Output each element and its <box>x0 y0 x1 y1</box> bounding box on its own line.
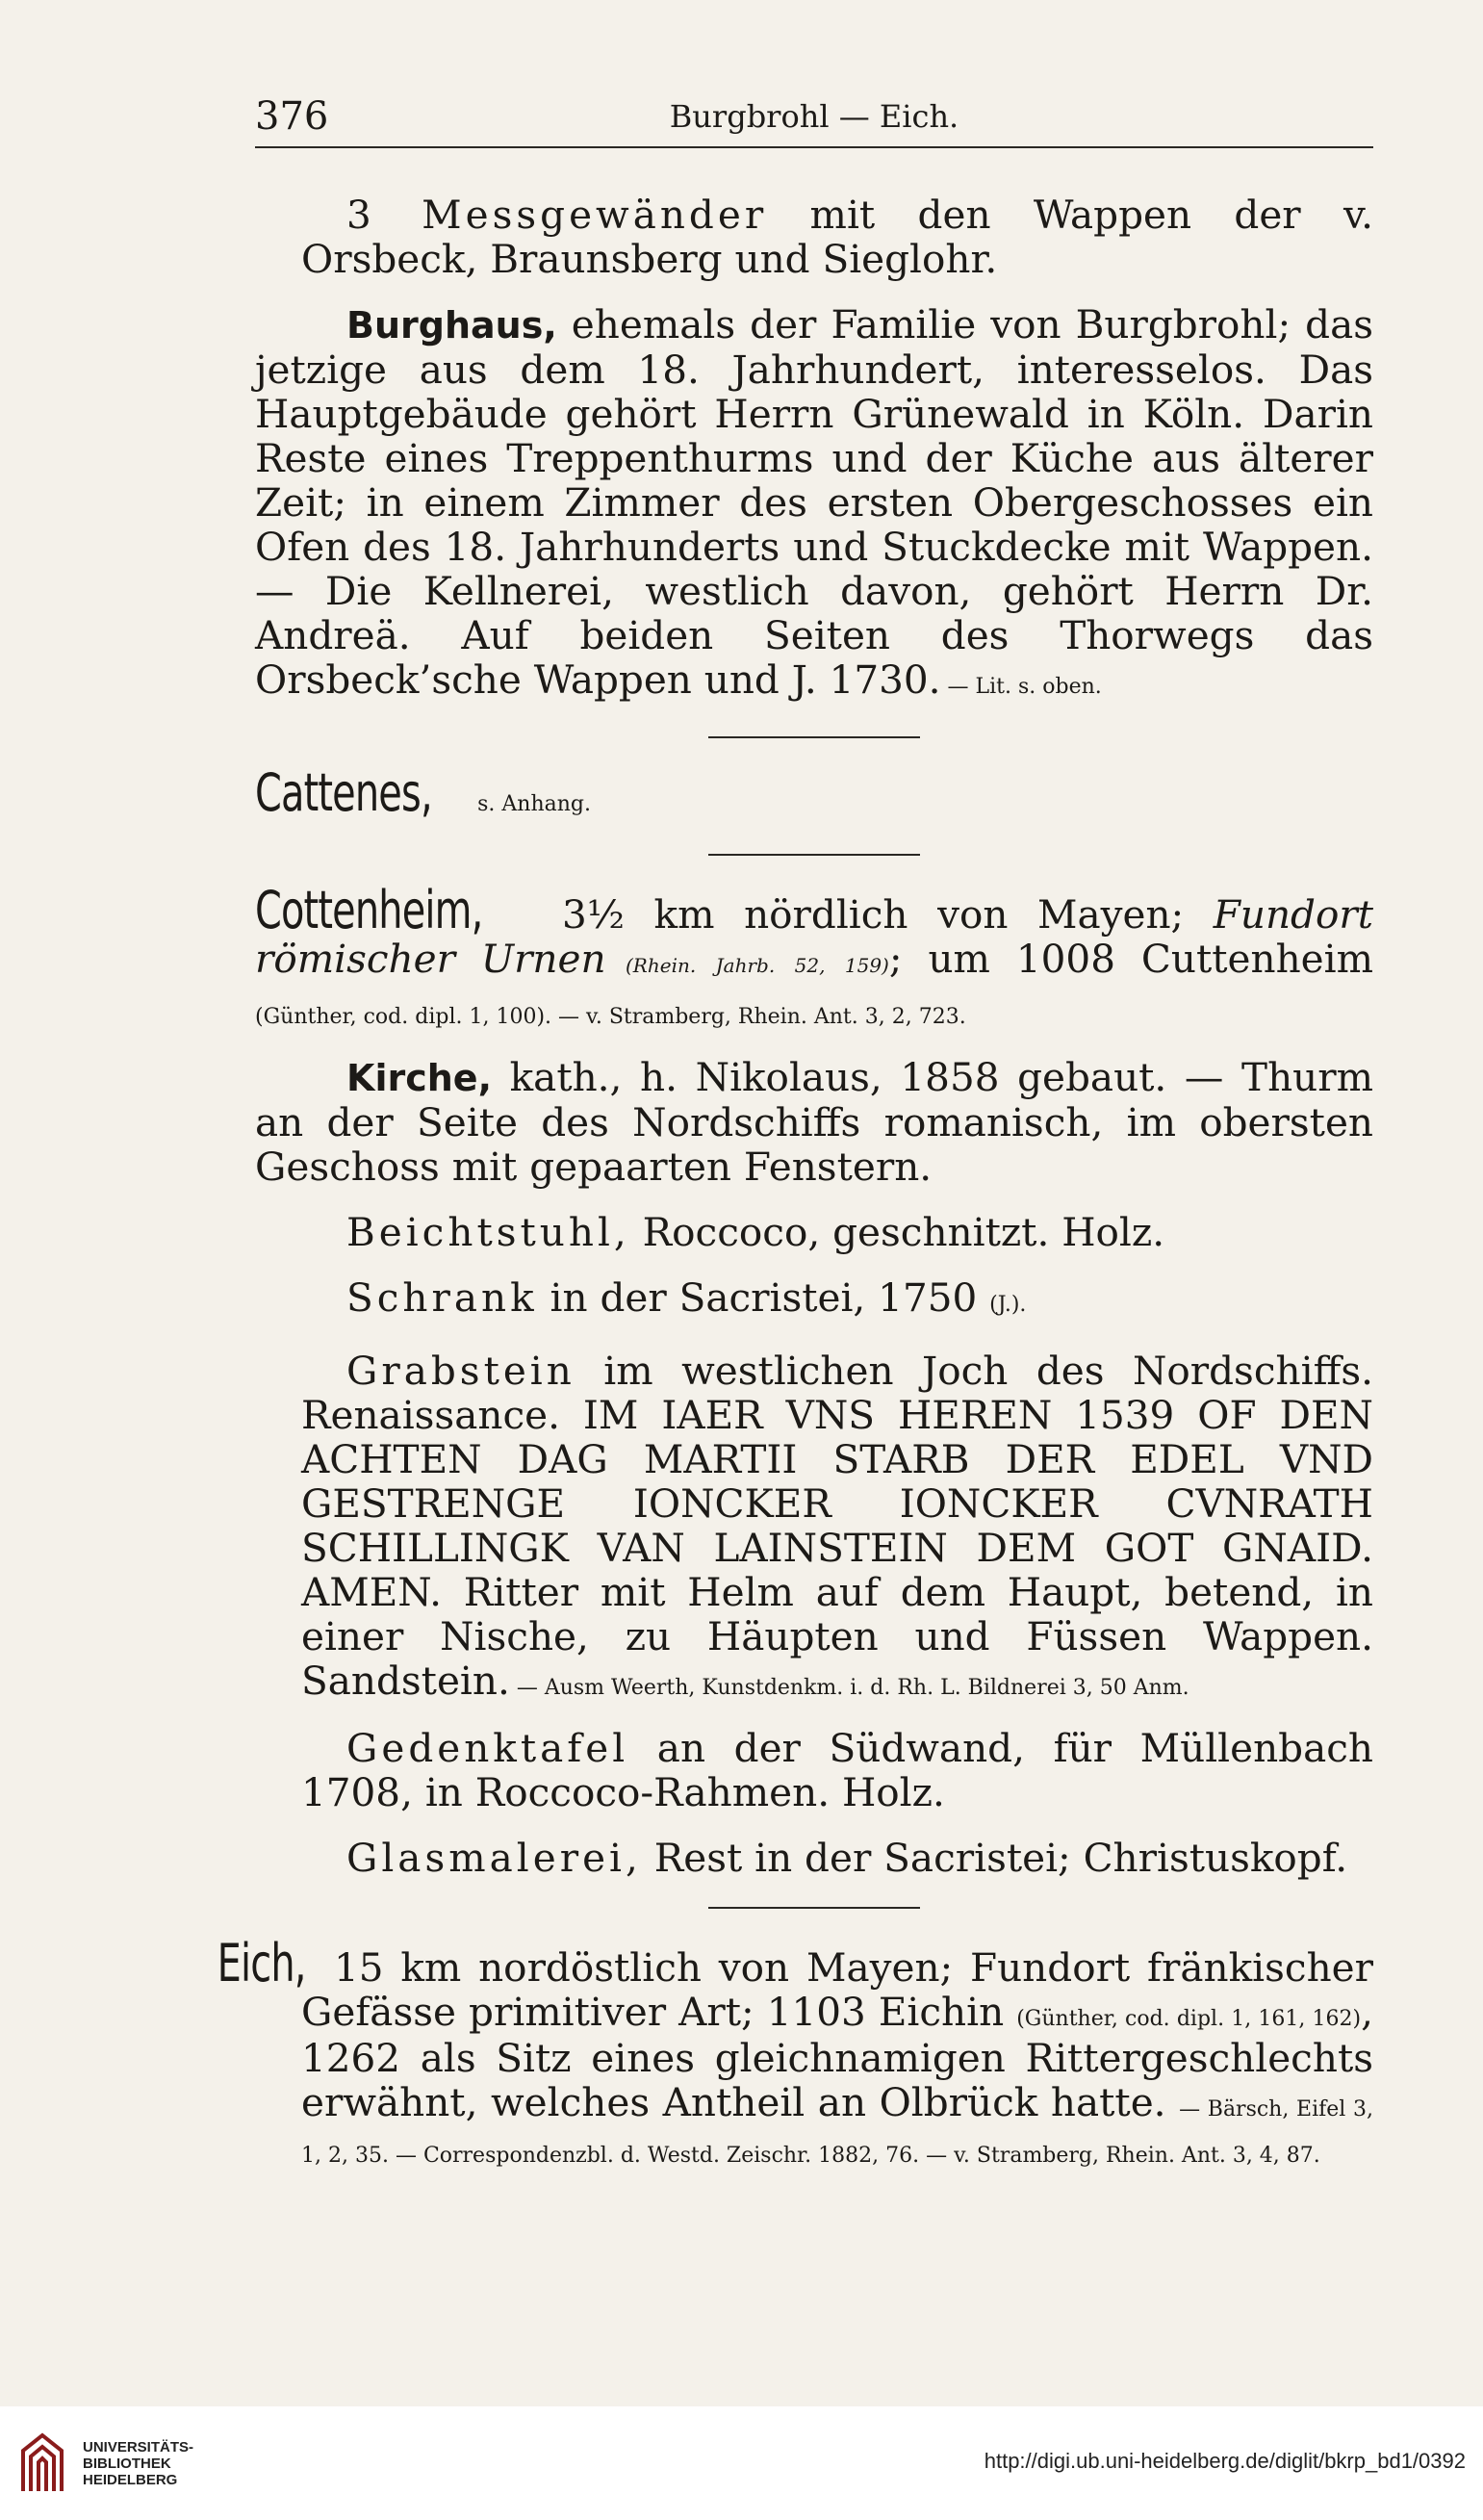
library-name <box>83 2439 193 2488</box>
paragraph-messgewaender <box>255 193 1373 281</box>
paragraph-burghaus <box>255 302 1373 709</box>
place-heading: Eich, <box>217 1933 306 1993</box>
place-heading: Cattenes, <box>255 762 432 823</box>
place-text: 15 km nordöstlich von Mayen; Fundort fränkischer Gefässe primitiver Art; 1103 Eichin <box>301 1944 1373 2035</box>
paragraph-glasmalerei <box>255 1836 1373 1880</box>
item-reference: (J.). <box>989 1293 1027 1317</box>
place-reference: (Günther, cod. dipl. 1, 161, 162) <box>1016 2007 1362 2031</box>
item-term: Gedenktafel <box>346 1725 629 1771</box>
page-header <box>255 89 1373 148</box>
place-reference: s. Anhang. <box>471 792 591 816</box>
page-number: 376 <box>255 94 329 139</box>
paragraph-grabstein <box>255 1349 1373 1705</box>
entry-text: kath., h. Nikolaus, 1858 gebaut. — Thurm an der Seite des Nordschiffs romanisch, im obersten Geschoss mit gepaarten Fenstern. <box>255 1054 1373 1190</box>
place-text: 3½ km nördlich von Mayen; <box>532 891 1214 938</box>
place-finding: Fundort römischer Urnen <box>255 891 1373 982</box>
library-name-line: HEIDELBERG <box>83 2472 178 2488</box>
item-text: an der Südwand, für Müllenbach 1708, in Roccoco-Rahmen. Holz. <box>301 1725 1373 1815</box>
item-term: Beichtstuhl, <box>346 1209 630 1255</box>
library-name-line: UNIVERSITÄTS- <box>83 2439 194 2456</box>
library-name-line: BIBLIOTHEK <box>83 2456 171 2472</box>
place-finding-reference: (Rhein. Jahrb. 52, 159) <box>605 954 889 977</box>
item-term: Grabstein <box>346 1348 575 1394</box>
item-term: 3 Messgewänder <box>346 192 768 238</box>
item-term: Schrank <box>346 1274 538 1321</box>
item-text: Roccoco, geschnitzt. Holz. <box>629 1209 1165 1255</box>
source-url[interactable]: http://digi.ub.uni-heidelberg.de/diglit/bkrp_bd1/0392 <box>984 2449 1466 2473</box>
place-reference: (Günther, cod. dipl. 1, 100). — v. Stramberg, Rhein. Ant. 3, 2, 723. <box>255 1005 966 1029</box>
item-text: Rest in der Sacristei; Christuskopf. <box>641 1835 1348 1881</box>
entry-reference: — Lit. s. oben. <box>940 675 1102 699</box>
paragraph-beichtstuhl <box>255 1210 1373 1254</box>
page-body <box>217 192 1374 2194</box>
item-reference: — Ausm Weerth, Kunstdenkm. i. d. Rh. L. Bildnerei 3, 50 Anm. <box>509 1676 1189 1700</box>
footer-bar <box>0 2406 1483 2520</box>
item-term: Glasmalerei, <box>346 1835 642 1881</box>
item-text: mit den Wappen der v. Orsbeck, Braunsberg und Sieglohr. <box>301 192 1373 282</box>
section-divider <box>708 736 920 738</box>
place-text: ; um 1008 Cuttenheim <box>888 936 1374 982</box>
item-text: im westlichen Joch des Nordschiffs. Renaissance. IM IAER VNS HEREN 1539 OF DEN ACHTEN DAG MARTII STARB DER EDEL VND GESTRENGE IONCKER IONCKER CVNRATH SCHILLINGK VAN LAINSTEIN DEM GOT GNAID. AMEN. Ritter mit Helm auf dem Haupt, betend, in einer Nische, zu Häupten und Füssen Wappen. Sandstein. <box>301 1348 1373 1704</box>
place-heading: Cottenheim, <box>255 880 483 940</box>
item-text: in der Sacristei, 1750 <box>537 1274 990 1321</box>
paragraph-cottenheim <box>255 880 1374 1034</box>
paragraph-eich <box>217 1933 1373 2173</box>
section-divider <box>708 1907 920 1909</box>
entry-text: ehemals der Familie von Burgbrohl; das jetzige aus dem 18. Jahrhundert, interesselos. Das Hauptgebäude gehört Herrn Grünewald in Köln. Darin Reste eines Treppenthurms und der Küche aus älterer Zeit; in einem Zimmer des ersten Obergeschosses ein Ofen des 18. Jahrhunderts und Stuckdecke mit Wappen. — Die Kellnerei, westlich davon, gehört Herrn Dr. Andreä. Auf beiden Seiten des Thorwegs das Orsbeck’sche Wappen und J. 1730. <box>255 301 1373 703</box>
entry-heading: Kirche, <box>346 1057 492 1099</box>
place-text: , 1262 als Sitz eines gleichnamigen Rittergeschlechts erwähnt, welches Antheil an Olbrück hatte. <box>301 1989 1373 2125</box>
paragraph-gedenktafel <box>255 1726 1373 1814</box>
paragraph-kirche <box>255 1055 1373 1189</box>
place-reference: — Bärsch, Eifel 3, 1, 2, 35. — Correspondenzbl. d. Westd. Zeischr. 1882, 76. — v. Stramberg, Rhein. Ant. 3, 4, 87. <box>301 2097 1373 2168</box>
library-logo-icon <box>17 2430 67 2497</box>
section-divider <box>708 854 920 856</box>
entry-heading: Burghaus, <box>346 304 557 347</box>
running-title: Burgbrohl — Eich. <box>669 98 959 135</box>
paragraph-schrank <box>255 1275 1373 1327</box>
paragraph-cattenes <box>255 762 1373 827</box>
